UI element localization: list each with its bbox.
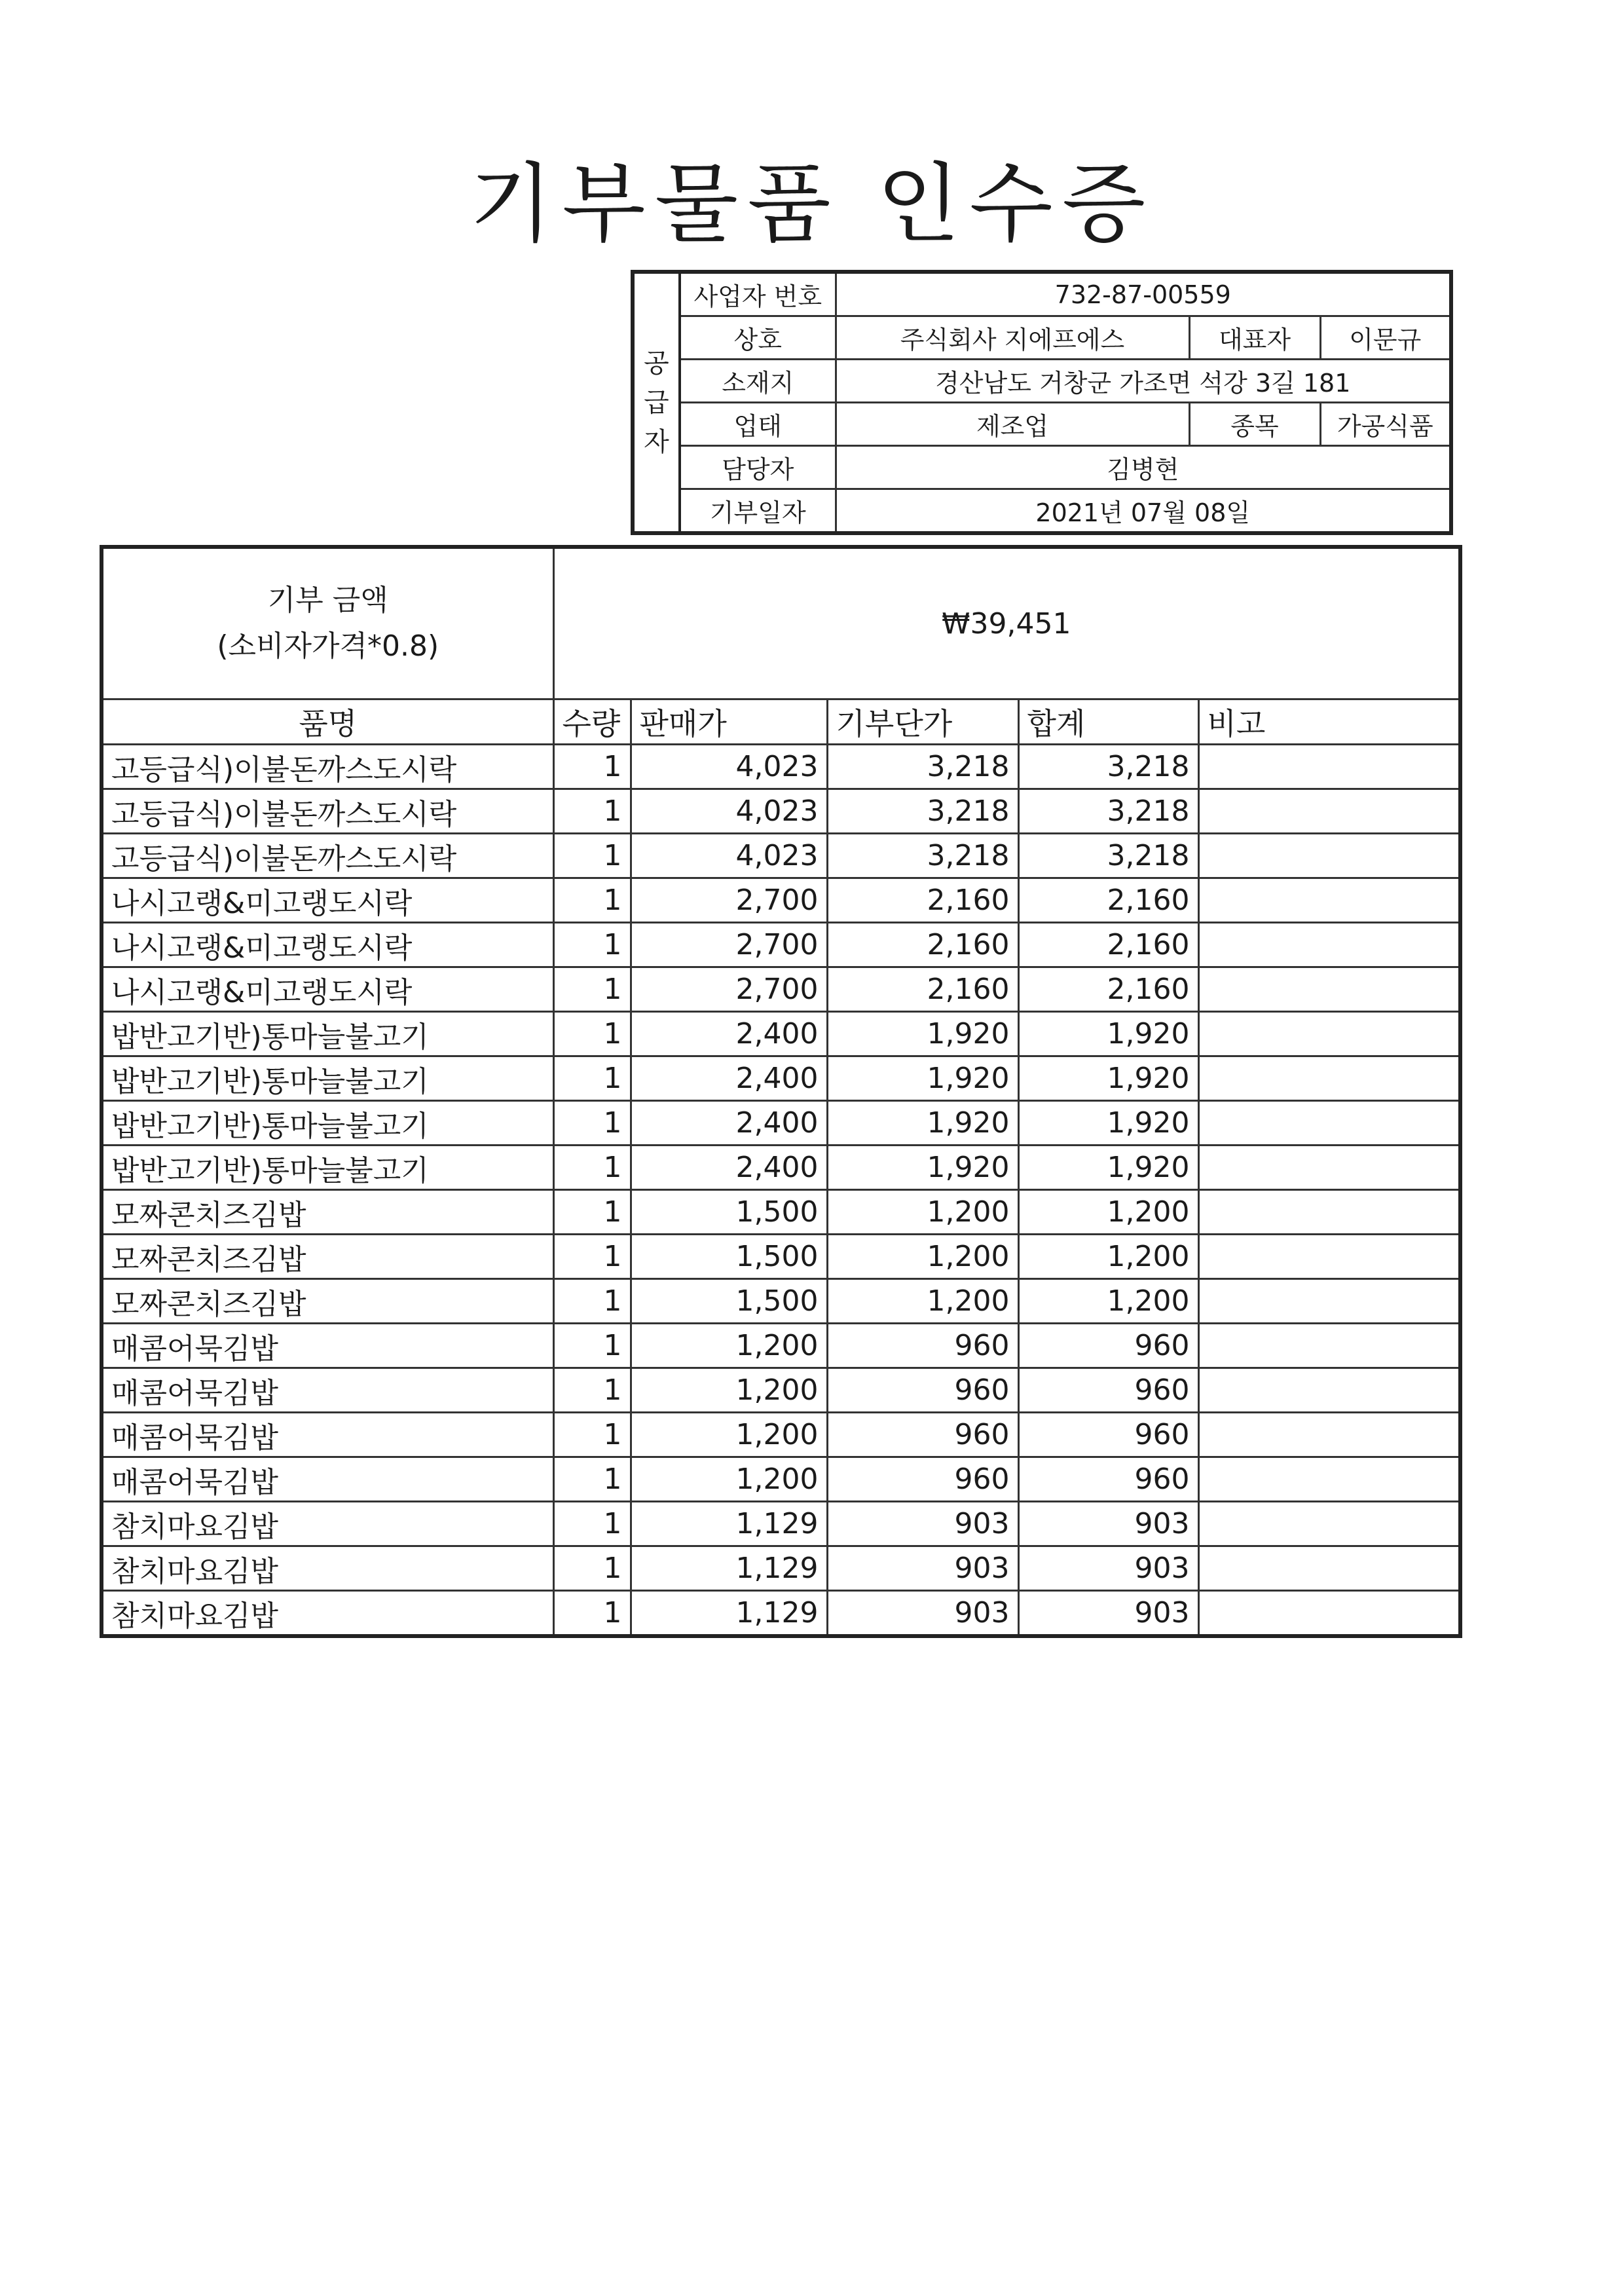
item-sale-price: 2,400 [631,1146,827,1190]
item-total: 1,200 [1018,1279,1198,1324]
item-donation-price: 960 [827,1457,1018,1502]
table-row [101,1413,1460,1457]
item-note [1198,1146,1460,1190]
item-total: 2,160 [1018,967,1198,1012]
item-donation-price: 960 [827,1413,1018,1457]
item-note [1198,1279,1460,1324]
table-row [101,878,1460,923]
item-qty: 1 [553,745,631,789]
item-total: 3,218 [1018,745,1198,789]
item-total: 1,920 [1018,1146,1198,1190]
header-total: 합계 [1018,699,1198,745]
item-note [1198,1457,1460,1502]
item-qty: 1 [553,1235,631,1279]
item-note [1198,1101,1460,1146]
item-name: 매콤어묵김밥 [101,1324,553,1368]
item-name: 모짜콘치즈김밥 [101,1235,553,1279]
item-total: 1,920 [1018,1101,1198,1146]
donation-items-table [100,545,1462,1638]
item-total: 2,160 [1018,923,1198,967]
table-row [101,1368,1460,1413]
address-value: 경산남도 거창군 가조면 석강 3길 181 [836,359,1451,402]
table-row [101,1190,1460,1235]
item-sale-price: 1,500 [631,1190,827,1235]
manager-label: 담당자 [680,445,836,489]
item-note [1198,923,1460,967]
item-name: 밥반고기반)통마늘불고기 [101,1012,553,1056]
item-qty: 1 [553,834,631,878]
item-donation-price: 1,920 [827,1056,1018,1101]
item-sale-price: 1,200 [631,1457,827,1502]
donation-amount-value: ₩39,451 [553,547,1460,699]
header-name: 품명 [101,699,553,745]
item-sale-price: 2,400 [631,1012,827,1056]
item-qty: 1 [553,923,631,967]
item-qty: 1 [553,1056,631,1101]
item-name: 참치마요김밥 [101,1502,553,1546]
table-row [101,1502,1460,1546]
item-name: 매콤어묵김밥 [101,1368,553,1413]
item-qty: 1 [553,1012,631,1056]
item-note [1198,967,1460,1012]
table-row [101,1279,1460,1324]
item-total: 3,218 [1018,789,1198,834]
item-name: 나시고랭&미고랭도시락 [101,967,553,1012]
item-donation-price: 3,218 [827,789,1018,834]
header-qty: 수량 [553,699,631,745]
item-qty: 1 [553,967,631,1012]
item-qty: 1 [553,789,631,834]
header-note: 비고 [1198,699,1460,745]
ceo-label: 대표자 [1189,316,1320,360]
item-note [1198,1012,1460,1056]
item-note [1198,1413,1460,1457]
item-donation-price: 960 [827,1324,1018,1368]
date-value: 2021년 07월 08일 [836,489,1451,533]
item-name: 밥반고기반)통마늘불고기 [101,1056,553,1101]
item-qty: 1 [553,1279,631,1324]
item-name: 모짜콘치즈김밥 [101,1279,553,1324]
table-row [101,745,1460,789]
item-sale-price: 1,200 [631,1413,827,1457]
item-name: 나시고랭&미고랭도시락 [101,878,553,923]
item-sale-price: 1,200 [631,1368,827,1413]
item-donation-price: 1,920 [827,1146,1018,1190]
item-note [1198,834,1460,878]
item-donation-price: 2,160 [827,878,1018,923]
item-sale-price: 1,129 [631,1591,827,1637]
date-label: 기부일자 [680,489,836,533]
item-name: 참치마요김밥 [101,1591,553,1637]
item-total: 1,920 [1018,1012,1198,1056]
table-row [101,1457,1460,1502]
item-qty: 1 [553,1190,631,1235]
item-qty: 1 [553,878,631,923]
item-donation-price: 2,160 [827,967,1018,1012]
item-sale-price: 1,500 [631,1279,827,1324]
item-qty: 1 [553,1413,631,1457]
item-donation-price: 3,218 [827,745,1018,789]
item-qty: 1 [553,1368,631,1413]
item-name: 모짜콘치즈김밥 [101,1190,553,1235]
item-qty: 1 [553,1101,631,1146]
item-name: 매콤어묵김밥 [101,1413,553,1457]
table-row [101,1012,1460,1056]
item-name: 나시고랭&미고랭도시락 [101,923,553,967]
table-row [101,1056,1460,1101]
item-sale-price: 1,500 [631,1235,827,1279]
item-total: 1,200 [1018,1190,1198,1235]
item-donation-price: 1,200 [827,1190,1018,1235]
item-sale-price: 2,700 [631,923,827,967]
item-donation-price: 903 [827,1591,1018,1637]
item-donation-price: 3,218 [827,834,1018,878]
item-sale-price: 4,023 [631,745,827,789]
item-name: 밥반고기반)통마늘불고기 [101,1146,553,1190]
item-qty: 1 [553,1146,631,1190]
item-name: 고등급식)이불돈까스도시락 [101,834,553,878]
supplier-info-table [631,270,1453,535]
item-sale-price: 1,200 [631,1324,827,1368]
table-row [101,1146,1460,1190]
item-note [1198,1591,1460,1637]
item-total: 903 [1018,1591,1198,1637]
item-name: 고등급식)이불돈까스도시락 [101,789,553,834]
item-note [1198,878,1460,923]
table-row [101,1101,1460,1146]
side-char: 공 [644,348,669,379]
company-value: 주식회사 지에프에스 [836,316,1189,360]
amount-label-line1: 기부 금액 [267,584,388,617]
item-qty: 1 [553,1502,631,1546]
item-donation-price: 2,160 [827,923,1018,967]
item-sale-price: 2,400 [631,1101,827,1146]
item-note [1198,1190,1460,1235]
table-row [101,1324,1460,1368]
item-sale-price: 1,129 [631,1502,827,1546]
address-label: 소재지 [680,359,836,402]
item-donation-price: 1,200 [827,1235,1018,1279]
item-note [1198,789,1460,834]
item-total: 960 [1018,1368,1198,1413]
item-name: 밥반고기반)통마늘불고기 [101,1101,553,1146]
ceo-value: 이문규 [1320,316,1451,360]
item-total: 903 [1018,1502,1198,1546]
item-donation-price: 960 [827,1368,1018,1413]
business-type-value: 제조업 [836,402,1189,445]
item-sale-price: 2,700 [631,878,827,923]
page-title: 기부물품 인수증 [469,154,1155,255]
item-qty: 1 [553,1457,631,1502]
item-note [1198,1324,1460,1368]
table-row [101,789,1460,834]
item-note [1198,1368,1460,1413]
amount-label-line2: (소비자가격*0.8) [217,629,439,663]
item-qty: 1 [553,1546,631,1591]
table-row [101,967,1460,1012]
item-total: 960 [1018,1457,1198,1502]
item-qty: 1 [553,1324,631,1368]
item-donation-price: 903 [827,1502,1018,1546]
item-value: 가공식품 [1320,402,1451,445]
item-name: 참치마요김밥 [101,1546,553,1591]
table-row [101,834,1460,878]
item-donation-price: 1,200 [827,1279,1018,1324]
item-note [1198,1546,1460,1591]
supplier-side-label [633,272,680,533]
table-row [101,923,1460,967]
item-sale-price: 2,700 [631,967,827,1012]
item-sale-price: 2,400 [631,1056,827,1101]
item-sale-price: 1,129 [631,1546,827,1591]
item-name: 매콤어묵김밥 [101,1457,553,1502]
item-total: 903 [1018,1546,1198,1591]
item-label: 종목 [1189,402,1320,445]
item-qty: 1 [553,1591,631,1637]
side-char: 급 [644,387,669,418]
item-note [1198,1502,1460,1546]
table-row [101,1235,1460,1279]
header-sale-price: 판매가 [631,699,827,745]
item-name: 고등급식)이불돈까스도시락 [101,745,553,789]
manager-value: 김병현 [836,445,1451,489]
item-note [1198,1235,1460,1279]
business-number-value: 732-87-00559 [836,272,1451,316]
item-total: 3,218 [1018,834,1198,878]
item-total: 960 [1018,1413,1198,1457]
item-donation-price: 1,920 [827,1012,1018,1056]
table-row [101,1591,1460,1637]
item-total: 1,200 [1018,1235,1198,1279]
item-sale-price: 4,023 [631,789,827,834]
business-type-label: 업태 [680,402,836,445]
side-char: 자 [644,426,669,457]
business-number-label: 사업자 번호 [680,272,836,316]
item-note [1198,1056,1460,1101]
item-donation-price: 903 [827,1546,1018,1591]
item-total: 2,160 [1018,878,1198,923]
company-label: 상호 [680,316,836,360]
item-total: 960 [1018,1324,1198,1368]
donation-amount-label [101,547,553,699]
item-donation-price: 1,920 [827,1101,1018,1146]
item-sale-price: 4,023 [631,834,827,878]
header-donation-price: 기부단가 [827,699,1018,745]
item-note [1198,745,1460,789]
table-row [101,1546,1460,1591]
item-total: 1,920 [1018,1056,1198,1101]
